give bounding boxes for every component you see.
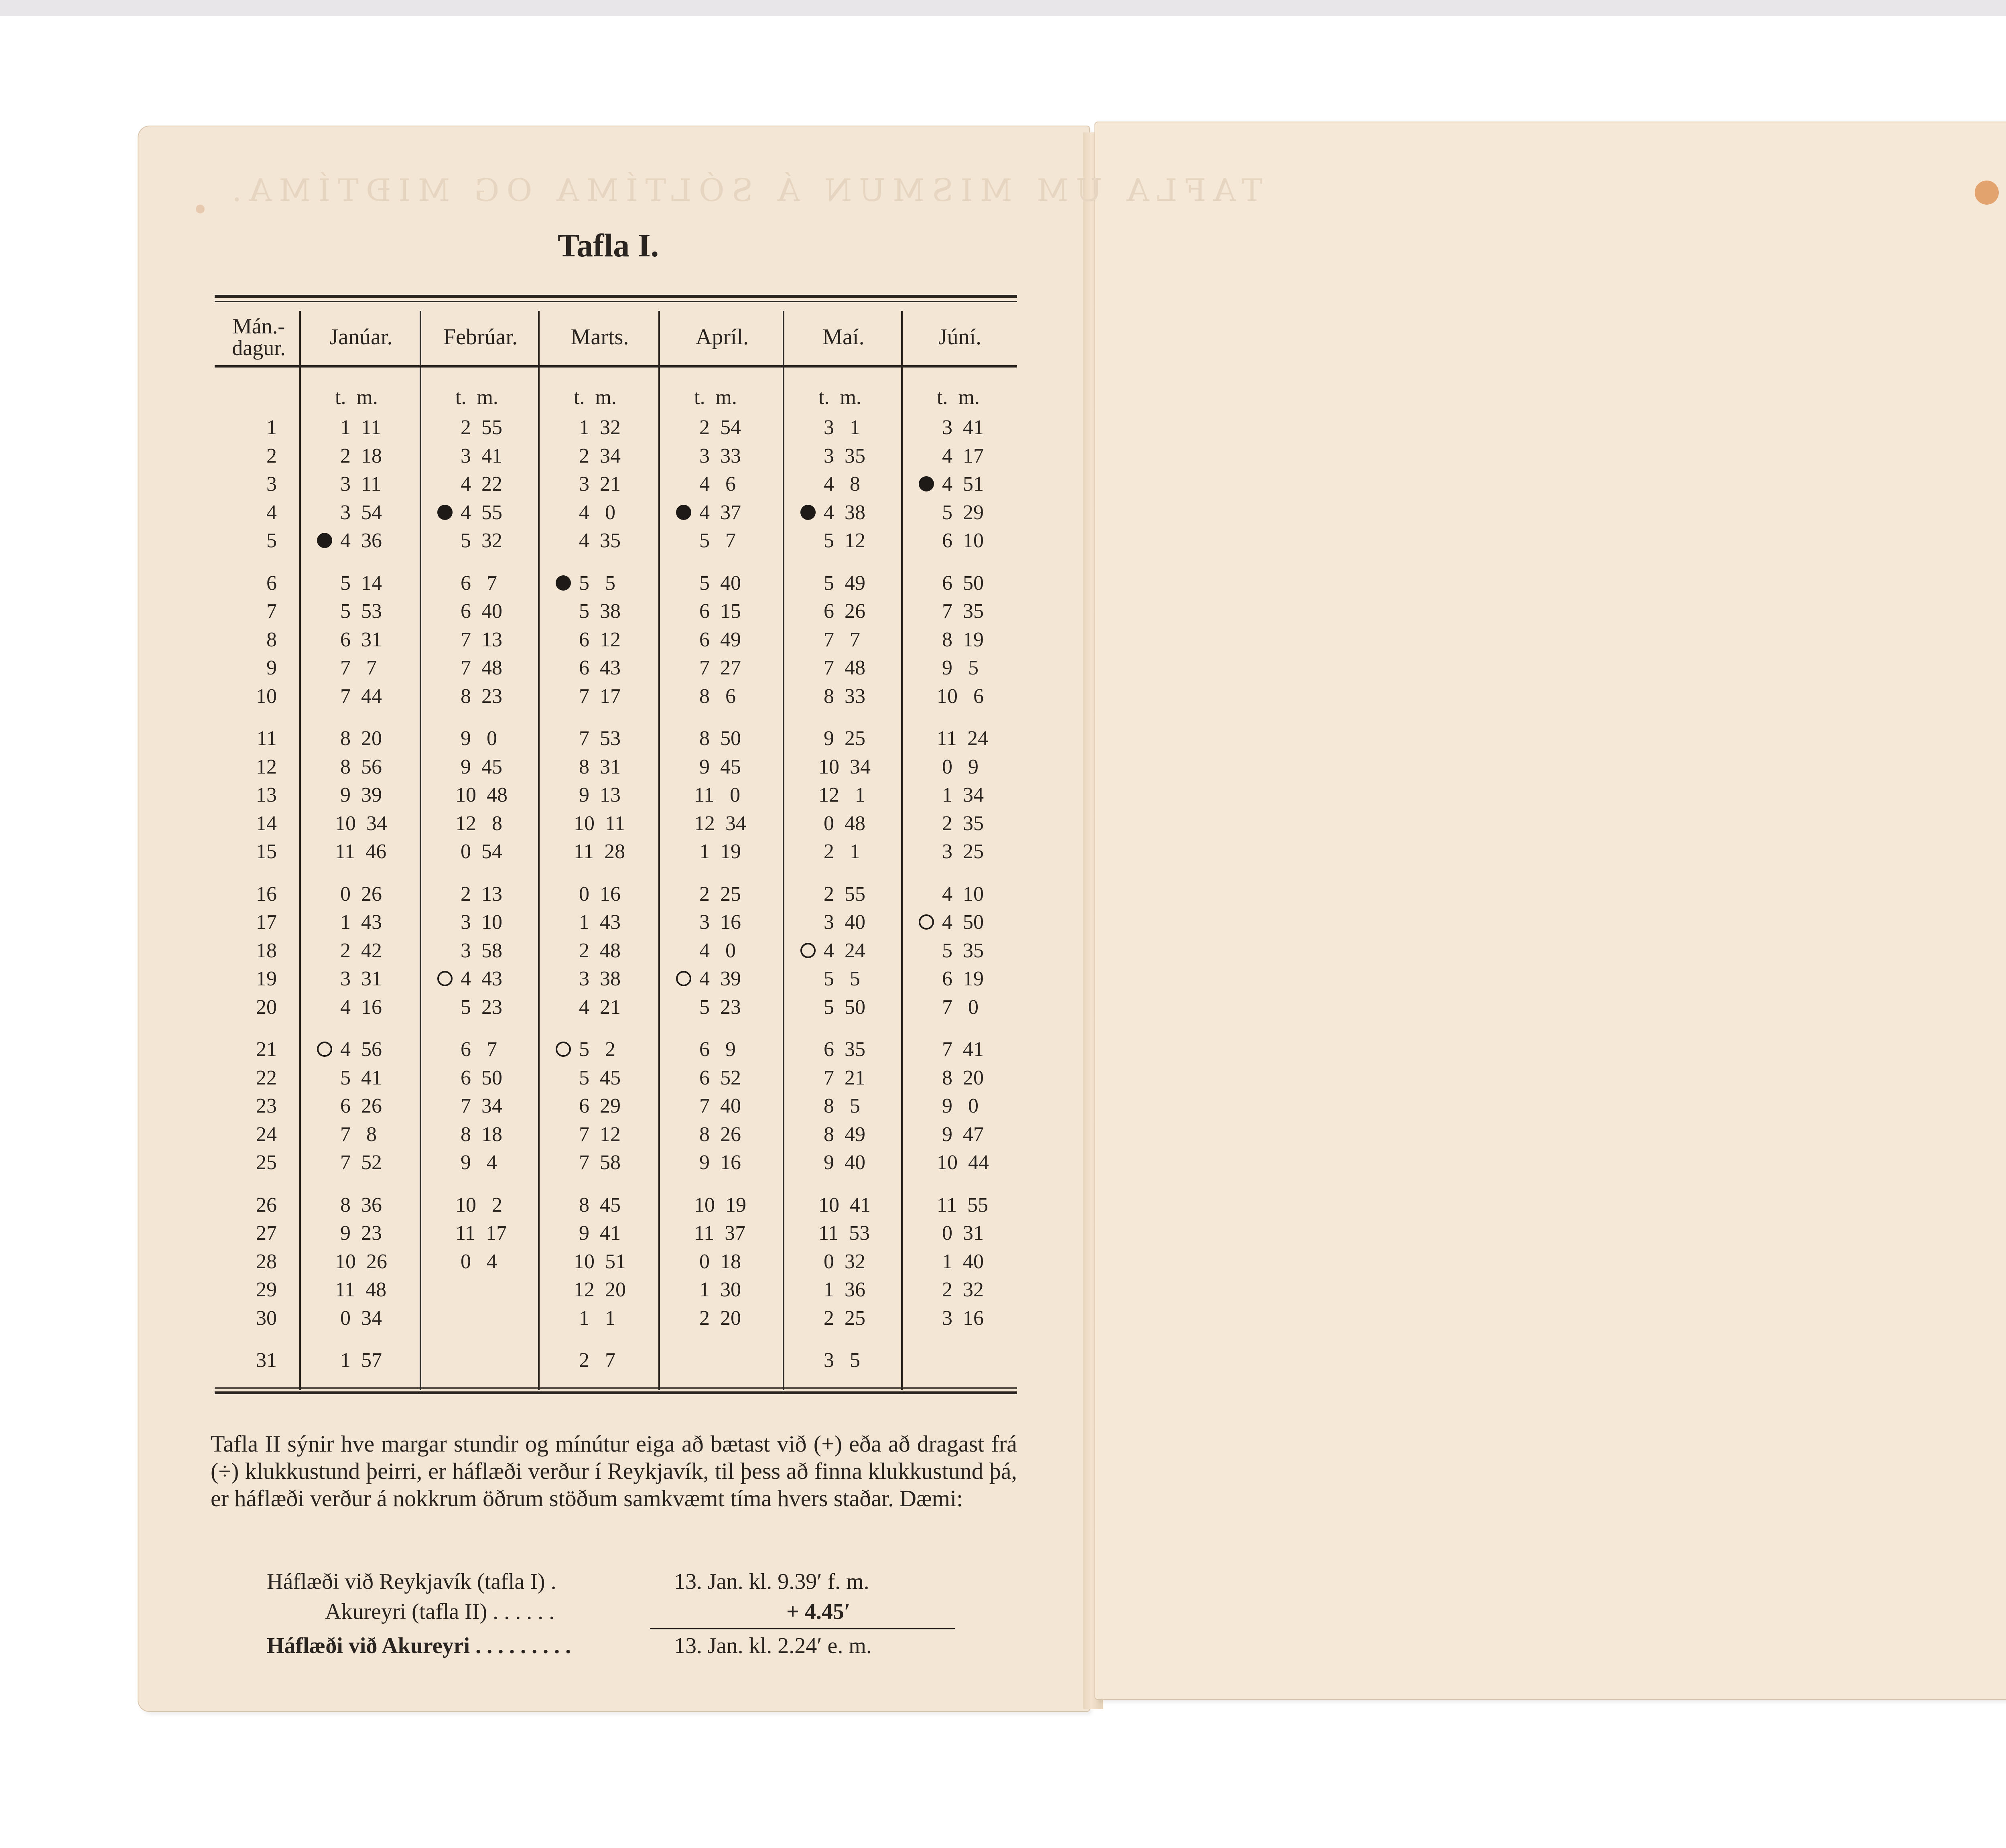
full-moon-icon xyxy=(437,971,453,986)
tide-time: 3 35 xyxy=(818,444,865,467)
tide-time: 1 11 xyxy=(335,416,382,439)
tide-time: 4 22 xyxy=(455,473,502,496)
day-number: 7 xyxy=(266,600,277,623)
full-moon-icon xyxy=(800,943,816,958)
tide-time: 0 32 xyxy=(818,1250,865,1273)
tide-time: 7 7 xyxy=(335,656,377,679)
tide-time: 0 34 xyxy=(335,1306,382,1330)
tide-time: 5 14 xyxy=(335,571,382,595)
tide-time: 4 38 xyxy=(818,501,865,524)
tide-time: 3 16 xyxy=(937,1306,984,1330)
day-number: 24 xyxy=(256,1123,277,1146)
day-number: 28 xyxy=(256,1250,277,1273)
tide-time: 0 18 xyxy=(694,1250,741,1273)
tide-time: 7 13 xyxy=(455,628,502,651)
tide-time: 6 26 xyxy=(818,600,865,623)
day-number: 25 xyxy=(256,1151,277,1174)
tide-time: 6 12 xyxy=(574,628,621,651)
tide-time: 4 35 xyxy=(574,529,621,552)
tide-time: 5 7 xyxy=(694,529,736,552)
example-line3-label: Háflæði við Akureyri . . . . . . . . . xyxy=(267,1633,571,1658)
tide-time: 8 50 xyxy=(694,727,741,750)
day-number: 2 xyxy=(266,444,277,467)
tide-time: 2 48 xyxy=(574,939,621,962)
tide-time: 0 31 xyxy=(937,1222,984,1245)
tide-time: 4 55 xyxy=(455,501,502,524)
unit-label: t. m. xyxy=(455,386,498,409)
tide-time: 3 16 xyxy=(694,911,741,934)
tide-time: 11 46 xyxy=(335,840,387,863)
unit-label: t. m. xyxy=(335,386,378,409)
tide-time: 12 20 xyxy=(574,1278,626,1301)
tide-time: 0 16 xyxy=(574,882,621,906)
table-top-rule-thin xyxy=(215,301,1017,302)
tide-time: 6 40 xyxy=(455,600,502,623)
day-number: 9 xyxy=(266,656,277,679)
tide-time: 7 40 xyxy=(694,1095,741,1117)
tide-time: 12 8 xyxy=(455,812,502,835)
tide-time: 1 32 xyxy=(574,416,621,439)
header-month-day: Mán.- dagur. xyxy=(232,314,286,360)
example-line3-value: 13. Jan. kl. 2.24′ e. m. xyxy=(674,1633,872,1658)
tide-time: 9 45 xyxy=(455,755,502,778)
tide-time: 7 48 xyxy=(818,656,865,679)
new-moon-icon xyxy=(317,533,332,548)
header-month: Marts. xyxy=(571,325,629,349)
tide-time: 7 41 xyxy=(937,1038,984,1061)
tide-time: 4 16 xyxy=(335,995,382,1019)
day-number: 23 xyxy=(256,1095,277,1117)
tide-time: 12 34 xyxy=(694,812,746,835)
tide-time: 4 8 xyxy=(818,473,860,496)
tide-time: 7 12 xyxy=(574,1123,621,1146)
right-page-blank xyxy=(1095,122,2006,1699)
tide-time: 4 36 xyxy=(335,529,382,552)
full-moon-icon xyxy=(919,914,934,930)
tide-time: 8 31 xyxy=(574,755,621,778)
tide-time: 6 29 xyxy=(574,1095,621,1117)
header-month: Júní. xyxy=(938,325,982,349)
tide-time: 7 0 xyxy=(937,995,979,1019)
tide-time: 11 37 xyxy=(694,1222,746,1245)
day-number: 18 xyxy=(256,939,277,962)
tide-time: 7 7 xyxy=(818,628,860,651)
tide-time: 8 5 xyxy=(818,1095,860,1117)
day-number: 20 xyxy=(256,995,277,1019)
day-number: 26 xyxy=(256,1193,277,1216)
top-background xyxy=(0,0,2006,16)
tide-time: 6 50 xyxy=(937,571,984,595)
tide-time: 9 47 xyxy=(937,1123,984,1146)
tide-time: 5 5 xyxy=(818,967,860,990)
day-number: 29 xyxy=(256,1278,277,1301)
tide-time: 3 25 xyxy=(937,840,984,863)
tide-time: 4 21 xyxy=(574,995,621,1019)
tide-time: 10 2 xyxy=(455,1193,502,1216)
tide-time: 4 37 xyxy=(694,501,741,524)
column-divider xyxy=(299,311,301,1390)
day-number: 5 xyxy=(266,529,277,552)
unit-label: t. m. xyxy=(574,386,617,409)
tide-time: 0 4 xyxy=(455,1250,497,1273)
tide-time: 1 57 xyxy=(335,1349,382,1372)
tide-time: 5 23 xyxy=(455,995,502,1019)
bleed-through-text: TAFLA UM MISMUN Á SÓLTÍMA OG MIÐTÍMA. xyxy=(225,173,1263,209)
tide-time: 6 9 xyxy=(694,1038,736,1061)
table-top-rule-thick xyxy=(215,295,1017,298)
tide-time: 4 50 xyxy=(937,911,984,934)
tide-time: 8 36 xyxy=(335,1193,382,1216)
tide-time: 2 20 xyxy=(694,1306,741,1330)
tide-time: 9 45 xyxy=(694,755,741,778)
day-number: 10 xyxy=(256,684,277,708)
tide-time: 5 5 xyxy=(574,571,615,595)
tide-time: 5 35 xyxy=(937,939,984,962)
tide-time: 2 13 xyxy=(455,882,502,906)
tide-time: 1 43 xyxy=(335,911,382,934)
tide-time: 4 43 xyxy=(455,967,502,990)
tide-time: 2 42 xyxy=(335,939,382,962)
tide-time: 1 19 xyxy=(694,840,741,863)
tide-time: 3 41 xyxy=(937,416,984,439)
table-bottom-rule-thin xyxy=(215,1387,1017,1389)
tide-time: 9 4 xyxy=(455,1151,497,1174)
tide-time: 8 56 xyxy=(335,755,382,778)
example-sum-rule xyxy=(650,1628,955,1629)
new-moon-icon xyxy=(800,505,816,520)
tide-time: 3 54 xyxy=(335,501,382,524)
tide-time: 5 23 xyxy=(694,995,741,1019)
tide-time: 2 25 xyxy=(694,882,741,906)
tide-time: 9 13 xyxy=(574,784,621,806)
day-number: 3 xyxy=(266,473,277,496)
tide-time: 2 25 xyxy=(818,1306,865,1330)
tide-time: 5 45 xyxy=(574,1066,621,1089)
tide-time: 4 10 xyxy=(937,882,984,906)
header-month: Janúar. xyxy=(329,325,393,349)
tide-time: 11 0 xyxy=(694,784,741,806)
table-bottom-rule-thick xyxy=(215,1391,1017,1394)
explanation-paragraph: Tafla II sýnir hve margar stundir og mínútur eiga að bætast við (+) eða að dragast frá (÷) klukkustund þeirri, er háflæði verður í Reykjavík, til þess að finna klukkustund þá, er háflæði verður á nokkrum öðrum stöðum samkvæmt tíma hvers staðar. Dæmi: xyxy=(211,1431,1017,1511)
day-number: 22 xyxy=(256,1066,277,1089)
tide-time: 4 0 xyxy=(694,939,736,962)
day-number: 30 xyxy=(256,1306,277,1330)
tide-time: 1 34 xyxy=(937,784,984,806)
day-number: 11 xyxy=(256,727,277,750)
tide-time: 0 54 xyxy=(455,840,502,863)
header-month: Apríl. xyxy=(695,325,749,349)
day-number: 1 xyxy=(266,416,277,439)
day-number: 13 xyxy=(256,784,277,806)
tide-time: 2 55 xyxy=(818,882,865,906)
tide-time: 10 34 xyxy=(335,812,387,835)
tide-time: 7 53 xyxy=(574,727,621,750)
tide-time: 10 48 xyxy=(455,784,508,806)
tide-time: 2 7 xyxy=(574,1349,615,1372)
tide-time: 1 43 xyxy=(574,911,621,934)
day-number: 12 xyxy=(256,755,277,778)
tide-time: 11 55 xyxy=(937,1193,989,1216)
example-line2-value: + 4.45′ xyxy=(786,1599,851,1624)
tide-time: 10 34 xyxy=(818,755,871,778)
tide-time: 4 39 xyxy=(694,967,741,990)
tide-time: 8 45 xyxy=(574,1193,621,1216)
tide-time: 4 6 xyxy=(694,473,736,496)
tide-time: 11 17 xyxy=(455,1222,507,1245)
tide-time: 5 50 xyxy=(818,995,865,1019)
tide-time: 6 19 xyxy=(937,967,984,990)
tide-time: 10 26 xyxy=(335,1250,387,1273)
tide-time: 8 20 xyxy=(335,727,382,750)
tide-time: 8 20 xyxy=(937,1066,984,1089)
day-number: 21 xyxy=(256,1038,277,1061)
tide-time: 2 32 xyxy=(937,1278,984,1301)
tide-time: 1 40 xyxy=(937,1250,984,1273)
tide-time: 7 21 xyxy=(818,1066,865,1089)
tide-time: 3 41 xyxy=(455,444,502,467)
tide-time: 2 54 xyxy=(694,416,741,439)
binding-hole-right xyxy=(1975,181,1999,205)
binding-hole-left xyxy=(196,205,205,213)
tide-time: 1 36 xyxy=(818,1278,865,1301)
tide-time: 6 49 xyxy=(694,628,741,651)
tide-time: 9 0 xyxy=(455,727,497,750)
tide-time: 9 41 xyxy=(574,1222,621,1245)
tide-time: 2 55 xyxy=(455,416,502,439)
tide-time: 6 26 xyxy=(335,1095,382,1117)
tide-time: 3 33 xyxy=(694,444,741,467)
tide-time: 0 48 xyxy=(818,812,865,835)
tide-time: 7 8 xyxy=(335,1123,377,1146)
tide-time: 6 15 xyxy=(694,600,741,623)
tide-time: 7 27 xyxy=(694,656,741,679)
tide-time: 6 52 xyxy=(694,1066,741,1089)
header-month: Maí. xyxy=(822,325,865,349)
tide-time: 0 9 xyxy=(937,755,979,778)
unit-label: t. m. xyxy=(694,386,737,409)
unit-label: t. m. xyxy=(818,386,861,409)
tide-time: 9 40 xyxy=(818,1151,865,1174)
tide-time: 5 41 xyxy=(335,1066,382,1089)
tide-time: 9 23 xyxy=(335,1222,382,1245)
tide-time: 3 21 xyxy=(574,473,621,496)
tide-time: 8 6 xyxy=(694,684,736,708)
day-number: 16 xyxy=(256,882,277,906)
tide-time: 5 49 xyxy=(818,571,865,595)
tide-time: 9 39 xyxy=(335,784,382,806)
tide-time: 3 5 xyxy=(818,1349,860,1372)
tide-time: 7 58 xyxy=(574,1151,621,1174)
tide-time: 4 17 xyxy=(937,444,984,467)
tide-time: 3 10 xyxy=(455,911,502,934)
day-number: 8 xyxy=(266,628,277,651)
tide-time: 3 38 xyxy=(574,967,621,990)
tide-time: 3 31 xyxy=(335,967,382,990)
tide-time: 5 38 xyxy=(574,600,621,623)
full-moon-icon xyxy=(676,971,691,986)
tide-time: 8 19 xyxy=(937,628,984,651)
tide-time: 3 58 xyxy=(455,939,502,962)
tide-time: 2 34 xyxy=(574,444,621,467)
header-month: Febrúar. xyxy=(443,325,518,349)
example-line2-label: Akureyri (tafla II) . . . . . . xyxy=(325,1599,555,1624)
full-moon-icon xyxy=(317,1042,332,1057)
tide-time: 7 52 xyxy=(335,1151,382,1174)
example-line1-label: Háflæði við Reykjavík (tafla I) . xyxy=(267,1569,556,1594)
tide-time: 5 2 xyxy=(574,1038,615,1061)
tide-time: 2 18 xyxy=(335,444,382,467)
tide-time: 6 10 xyxy=(937,529,984,552)
tide-time: 11 53 xyxy=(818,1222,870,1245)
new-moon-icon xyxy=(437,505,453,520)
tide-time: 11 48 xyxy=(335,1278,387,1301)
tide-time: 4 51 xyxy=(937,473,984,496)
tide-time: 5 40 xyxy=(694,571,741,595)
new-moon-icon xyxy=(556,575,571,591)
tide-time: 4 24 xyxy=(818,939,865,962)
new-moon-icon xyxy=(919,476,934,491)
day-number: 15 xyxy=(256,840,277,863)
tide-time: 1 1 xyxy=(574,1306,615,1330)
tide-time: 2 1 xyxy=(818,840,860,863)
tide-time: 7 34 xyxy=(455,1095,502,1117)
example-line1-value: 13. Jan. kl. 9.39′ f. m. xyxy=(674,1569,869,1594)
tide-time: 10 11 xyxy=(574,812,625,835)
tide-time: 5 32 xyxy=(455,529,502,552)
tide-time: 12 1 xyxy=(818,784,865,806)
day-number: 6 xyxy=(266,571,277,595)
tide-time: 6 7 xyxy=(455,571,497,595)
full-moon-icon xyxy=(556,1042,571,1057)
tide-time: 5 12 xyxy=(818,529,865,552)
day-number: 14 xyxy=(256,812,277,835)
tide-time: 10 6 xyxy=(937,684,984,708)
tide-time: 3 11 xyxy=(335,473,382,496)
tide-time: 8 23 xyxy=(455,684,502,708)
tide-time: 6 43 xyxy=(574,656,621,679)
day-number: 17 xyxy=(256,911,277,934)
tide-time: 9 0 xyxy=(937,1095,979,1117)
tide-time: 7 44 xyxy=(335,684,382,708)
tide-time: 6 31 xyxy=(335,628,382,651)
tide-time: 10 51 xyxy=(574,1250,626,1273)
header-bottom-rule xyxy=(215,365,1017,368)
tide-time: 10 19 xyxy=(694,1193,746,1216)
day-number: 31 xyxy=(256,1349,277,1372)
tide-time: 9 5 xyxy=(937,656,979,679)
tide-time: 4 0 xyxy=(574,501,615,524)
table-title: Tafla I. xyxy=(558,227,659,264)
tide-time: 8 49 xyxy=(818,1123,865,1146)
tide-time: 5 29 xyxy=(937,501,984,524)
tide-time: 2 35 xyxy=(937,812,984,835)
tide-time: 8 26 xyxy=(694,1123,741,1146)
tide-time: 9 16 xyxy=(694,1151,741,1174)
tide-time: 10 44 xyxy=(937,1151,989,1174)
tide-time: 0 26 xyxy=(335,882,382,906)
tide-time: 6 35 xyxy=(818,1038,865,1061)
tide-time: 5 53 xyxy=(335,600,382,623)
new-moon-icon xyxy=(676,505,691,520)
tide-time: 6 7 xyxy=(455,1038,497,1061)
day-number: 27 xyxy=(256,1222,277,1245)
tide-time: 8 33 xyxy=(818,684,865,708)
tide-time: 10 41 xyxy=(818,1193,871,1216)
tide-time: 1 30 xyxy=(694,1278,741,1301)
tide-time: 11 28 xyxy=(574,840,625,863)
tide-time: 7 35 xyxy=(937,600,984,623)
tide-time: 9 25 xyxy=(818,727,865,750)
day-number: 19 xyxy=(256,967,277,990)
tide-time: 7 48 xyxy=(455,656,502,679)
tide-time: 3 1 xyxy=(818,416,860,439)
tide-time: 11 24 xyxy=(937,727,989,750)
tide-time: 6 50 xyxy=(455,1066,502,1089)
day-number: 4 xyxy=(266,501,277,524)
tide-time: 4 56 xyxy=(335,1038,382,1061)
tide-time: 3 40 xyxy=(818,911,865,934)
tide-time: 8 18 xyxy=(455,1123,502,1146)
tide-time: 7 17 xyxy=(574,684,621,708)
unit-label: t. m. xyxy=(937,386,980,409)
